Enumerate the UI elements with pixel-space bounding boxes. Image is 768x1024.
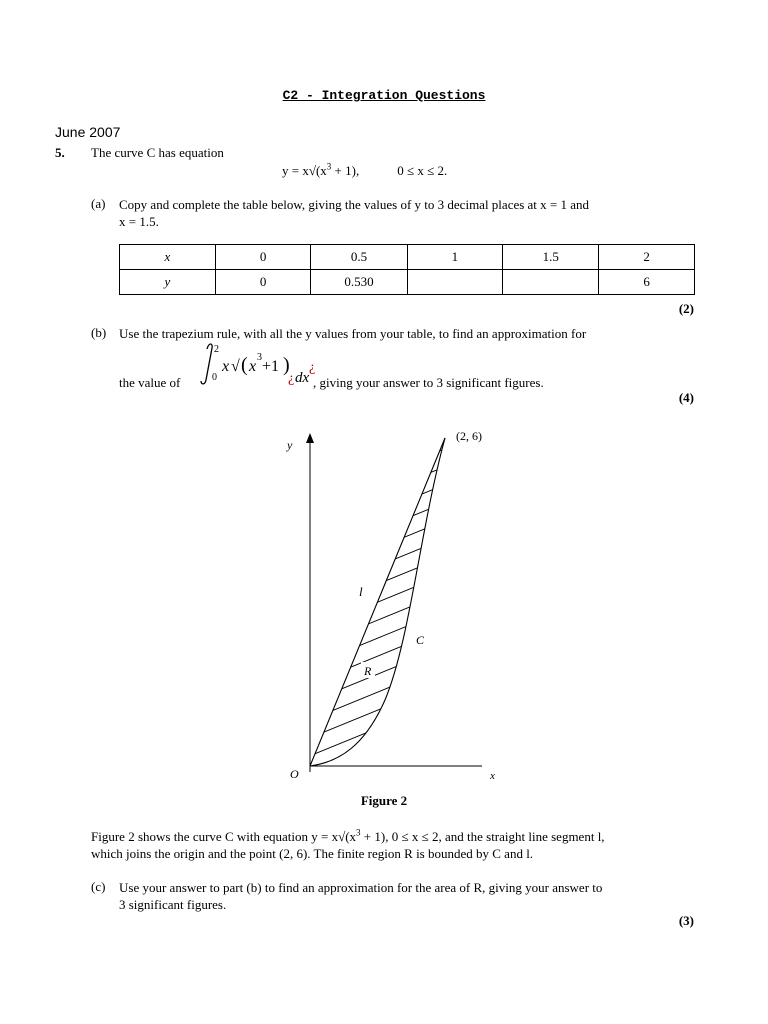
figure-caption: Figure 2 [360,793,408,808]
part-b-marks: (4) [678,390,694,405]
equation-domain: 0 ≤ x ≤ 2. [397,163,448,178]
part-b-line2-pre: the value of [119,375,181,390]
equation-rhs: + 1), [331,163,360,178]
integrand-open-paren: ( [241,354,248,376]
table-cell: 0.530 [311,270,407,295]
equation-exponent: 3 [326,161,332,172]
integral-dx: dx [295,370,310,386]
integrand-x: x [222,358,230,375]
values-table [119,244,695,295]
region-label-r: R [364,664,372,678]
table-cell: x [120,245,216,270]
table-cell-empty [503,270,599,295]
table-row-x [120,245,695,270]
table-cell: 2 [599,245,695,270]
part-c-text [119,879,709,913]
part-c-line2: 3 significant figures. [119,897,227,912]
question-number: 5. [55,145,65,160]
part-b-label: (b) [91,325,107,340]
table-cell: 0.5 [311,245,407,270]
description-line1-b: + 1), 0 ≤ x ≤ 2, and the straight line segment l, [360,829,605,844]
part-a-marks: (2) [678,301,694,316]
table-cell-empty [407,270,503,295]
integrand-plus-one: +1 [262,358,280,375]
origin-label: O [290,767,299,781]
part-a-text [119,196,699,230]
table-cell: 0 [215,270,311,295]
part-a-line2: x = 1.5. [119,214,159,229]
integrand-root: √ [231,358,240,375]
line-label-l: l [359,584,363,599]
question-intro: The curve C has equation [91,145,224,160]
part-c-label: (c) [91,879,106,894]
figure-2 [270,420,520,790]
part-b-line1: Use the trapezium rule, with all the y values from your table, to find an approximation for [119,326,587,341]
point-label: (2, 6) [456,429,482,443]
garbled-char-2: ¿ [309,360,316,375]
integrand-inner-x: x [249,358,257,375]
integral-lower-limit: 0 [212,372,217,383]
curve-label-c: C [416,633,425,647]
description-line1-a: Figure 2 shows the curve C with equation y = x√(x [91,829,357,844]
part-a-line1: Copy and complete the table below, giving the values of y to 3 decimal places at x = 1 and [119,197,590,212]
description-line2: which joins the origin and the point (2, 6). The finite region R is bounded by C and l. [91,846,534,861]
table-cell: 1 [407,245,503,270]
part-b-line2-post: , giving your answer to 3 significant figures. [313,375,544,390]
y-axis-label: y [287,438,293,452]
integrand-close-paren: ) [283,354,290,376]
line-segment-l [310,438,445,766]
equation-lhs: y = x√(x [282,163,327,178]
description-exponent: 3 [356,827,361,838]
page-title: C2 - Integration Questions [282,88,486,103]
y-axis-arrow [306,433,314,443]
description-line1 [91,828,711,845]
part-c-marks: (3) [678,913,694,928]
figure-description [91,828,711,862]
part-c-line1: Use your answer to part (b) to find an approximation for the area of R, giving your answer to [119,880,603,895]
integral-upper-limit: 2 [214,344,219,355]
table-cell: 1.5 [503,245,599,270]
integrand-exponent: 3 [257,352,262,363]
integral-sign [201,344,212,384]
table-cell: y [120,270,216,295]
x-axis-label: x [490,770,495,782]
table-cell: 6 [599,270,695,295]
part-a-label: (a) [91,196,106,211]
table-row-y [120,270,695,295]
integral-expression [198,340,318,388]
curve-equation [282,163,447,179]
exam-date: June 2007 [55,124,121,140]
table-cell: 0 [215,245,311,270]
region-hatching [290,420,510,782]
garbled-char-1: ¿ [288,371,295,386]
